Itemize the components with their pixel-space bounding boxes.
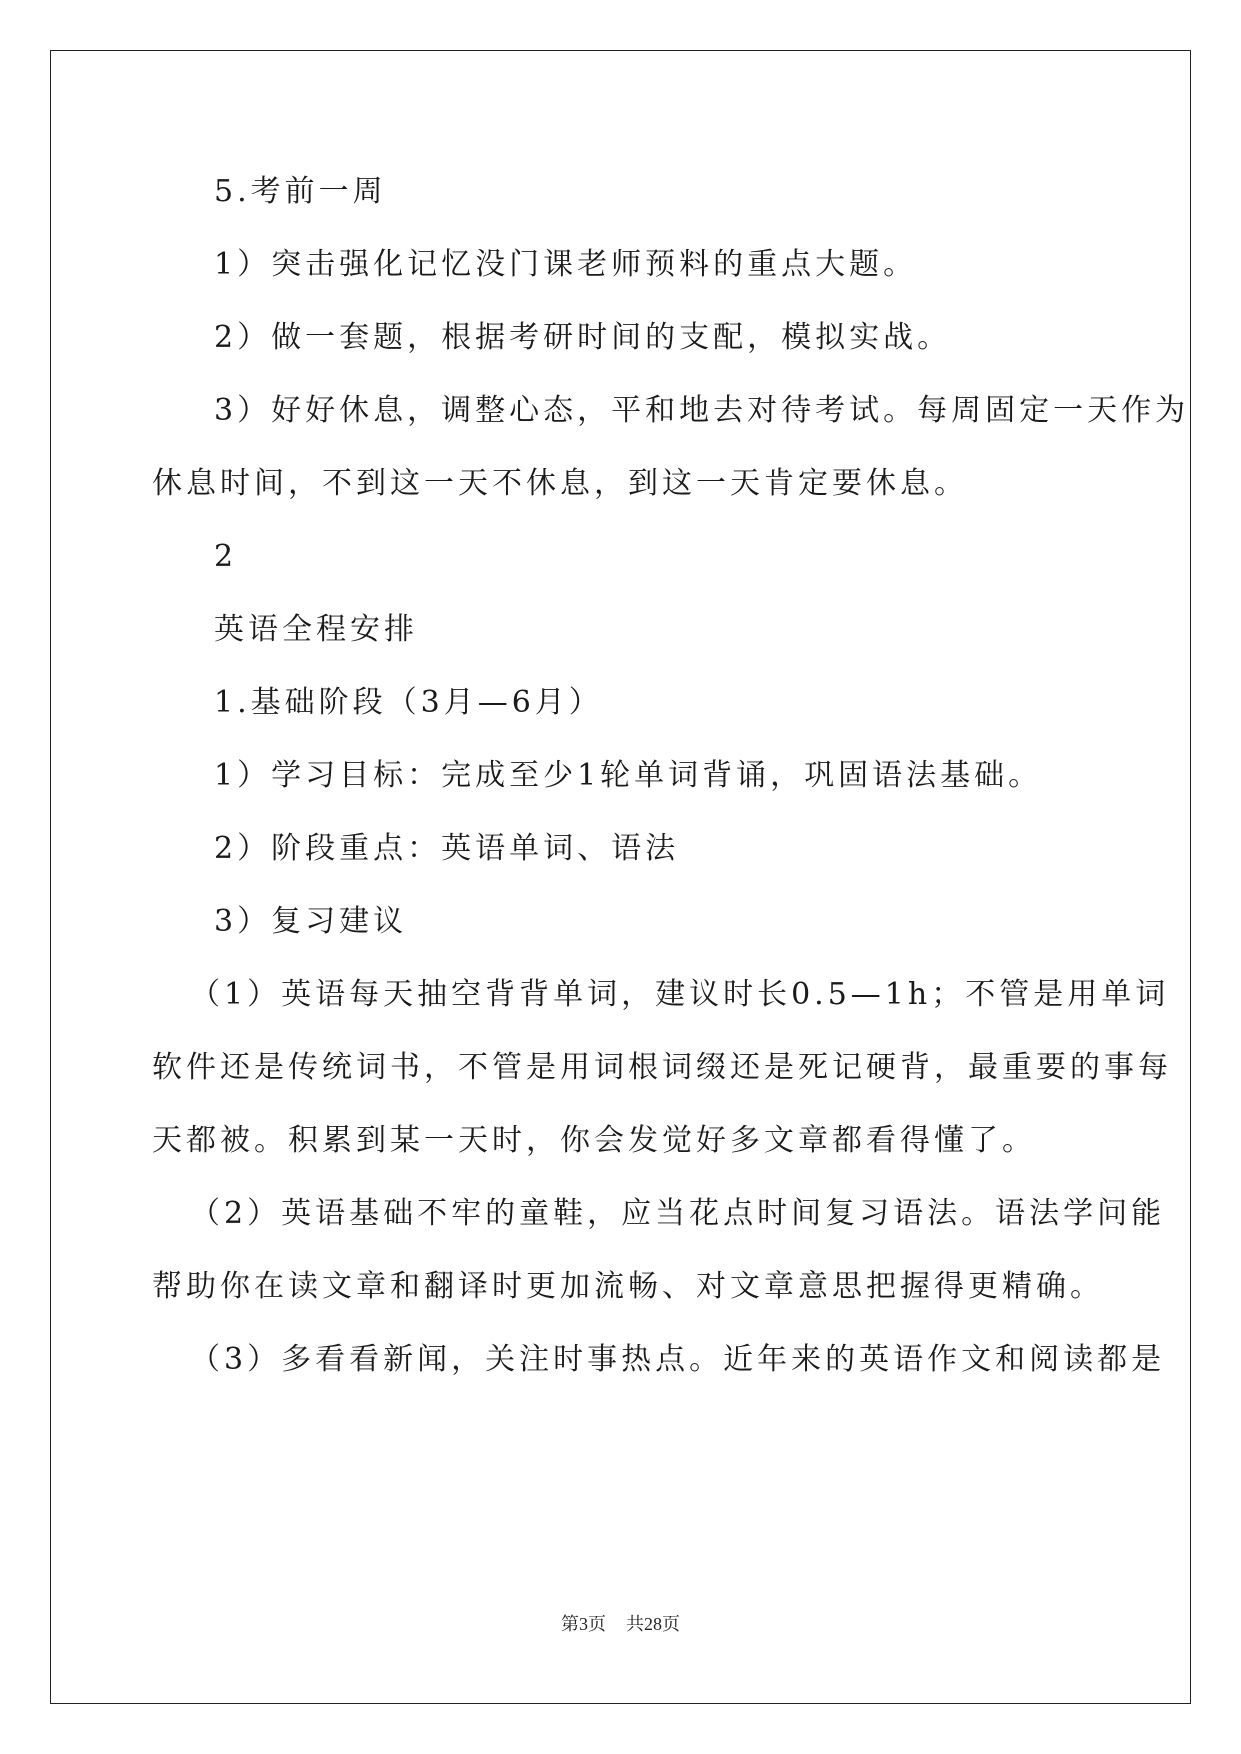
paragraph: 软件还是传统词书，不管是用词根词缀还是死记硬背，最重要的事每 (152, 1050, 1172, 1085)
paragraph: 2）做一套题，根据考研时间的支配，模拟实战。 (214, 320, 952, 355)
page-number: 第3页 (561, 1614, 606, 1634)
paragraph: 帮助你在读文章和翻译时更加流畅、对文章意思把握得更精确。 (152, 1269, 1104, 1304)
page-total: 共28页 (626, 1614, 680, 1634)
paragraph: 3）复习建议 (214, 904, 408, 939)
page-border (50, 50, 1191, 1704)
paragraph: （2）英语基础不牢的童鞋，应当花点时间复习语法。语法学问能 (190, 1196, 1166, 1231)
section-heading-english: 英语全程安排 (214, 612, 418, 647)
paragraph: 3）好好休息，调整心态，平和地去对待考试。每周固定一天作为 (214, 393, 1190, 428)
paragraph: 天都被。积累到某一天时，你会发觉好多文章都看得懂了。 (152, 1123, 1036, 1158)
paragraph: 1）学习目标：完成至少1轮单词背诵，巩固语法基础。 (214, 758, 1043, 793)
section-number: 2 (214, 539, 238, 574)
paragraph: 休息时间，不到这一天不休息，到这一天肯定要休息。 (152, 466, 968, 501)
section-heading-exam-week: 5.考前一周 (214, 174, 387, 209)
page-footer (0, 1612, 1241, 1636)
paragraph: 1）突击强化记忆没门课老师预料的重点大题。 (214, 247, 918, 282)
paragraph: （3）多看看新闻，关注时事热点。近年来的英语作文和阅读都是 (190, 1342, 1166, 1377)
paragraph: 2）阶段重点：英语单词、语法 (214, 831, 680, 866)
subsection-heading: 1.基础阶段（3月—6月） (214, 685, 603, 720)
paragraph: （1）英语每天抽空背背单词，建议时长0.5—1h；不管是用单词 (190, 977, 1170, 1012)
